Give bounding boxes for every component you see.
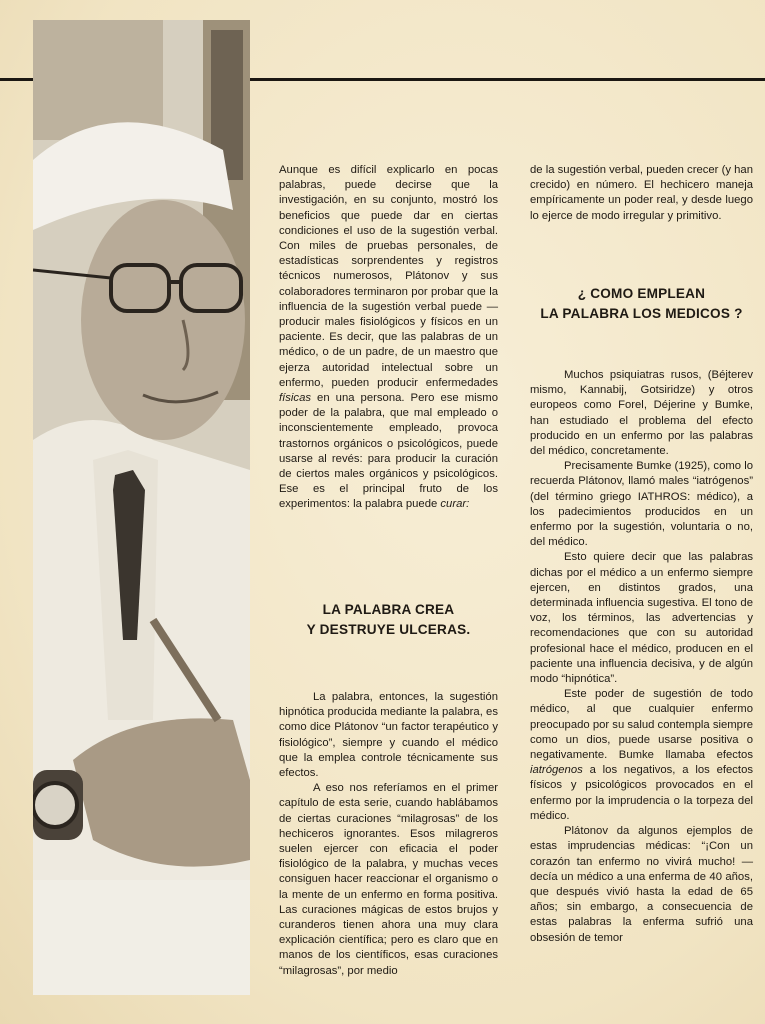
heading-palabra-crea-line2: Y DESTRUYE ULCERAS. — [306, 622, 471, 637]
emphasis-fisicas: físicas — [279, 392, 312, 405]
heading-palabra-crea-line1: LA PALABRA CREA — [322, 602, 455, 617]
paragraph-poder-sugestion-a: Este poder de sugestión de todo médico, al que cualquier enfermo preocupado por su salud contempla siempre como un dios, puede usarse positiva o negativamente. Bumke llamaba efectos — [530, 688, 753, 762]
portrait-illustration — [33, 20, 250, 995]
emphasis-iatrogenos: iatrógenos — [530, 764, 583, 777]
heading-como-emplean-line2: LA PALABRA LOS MEDICOS ? — [540, 306, 743, 321]
paragraph-intro-text-c: en una persona. Pero ese mismo poder de la palabra, que mal empleado o inconscientemente empleado, provoca trastornos orgánicos o psicológicos, puede usarse al revés: para producir la curación de ciertos males orgánicos y psicológicos. Ese es el principal fruto de los experimentos: la palabra puede — [279, 392, 498, 511]
column-right-top — [530, 163, 753, 224]
column-left-bottom — [279, 690, 498, 979]
paragraph-poder-sugestion-c: a los negativos, a los efectos físicos y psicológicos provocados en el enfermo por la imprudencia o la torpeza del médico. — [530, 764, 753, 822]
heading-palabra-crea — [279, 600, 498, 640]
paragraph-intro-text-a: Aunque es difícil explicarlo en pocas palabras, puede decirse que la investigación, en su conjunto, mostró los beneficios que puede dar en ciertas condiciones el uso de la sugestión verbal. Con miles de pruebas personales, de estadísticas sorprendentes y registros técnicos numerosos, Plátonov y sus colaboradores terminaron por probar que la influencia de la sugestión verbal puede —producir males fisiológicos y físicos en un paciente. Es decir, que las palabras de un médico, o de un padre, de un maestro que ejerza autoridad intelectual sobre un enfermo, pueden producir enfermedades — [279, 164, 498, 389]
paragraph-imprudencias: Plátonov da algunos ejemplos de estas imprudencias médicas: “¡Con un corazón tan enfermo no vivirá mucho! —decía un médico a una enferma de 40 años, que después vivió hasta la edad de 65 años; sin embargo, a consecuencia de estas palabras la enferma sufrió una obsesión de temor — [530, 825, 753, 944]
paragraph-hechicero: de la sugestión verbal, pueden crecer (y han crecido) en número. El hechicero maneja empíricamente un poder real, y desde luego lo ejerce de modo irregular y primitivo. — [530, 164, 753, 222]
paragraph-bumke: Precisamente Bumke (1925), como lo recuerda Plátonov, llamó males “iatrógenos” (del término griego IATHROS: médico), a los padecimientos producidos en un enfermo por la sugestión, voluntaria o no, del médico. — [530, 460, 753, 549]
paragraph-psiquiatras: Muchos psiquiatras rusos, (Béjterev mismo, Kannabij, Gotsiridze) y otros europeos como Forel, Déjerine y Bumke, han estudiado el problema del efecto producido en un enfermo por las palabras del médico, concretamente. — [530, 369, 753, 458]
portrait-photo — [33, 20, 250, 995]
paragraph-palabras-medico: Esto quiere decir que las palabras dichas por el médico a un enfermo siempre ejercen, en distintos grados, una determinada influencia sugestiva. El tono de voz, los términos, las advertencias y recomendaciones que con su autoridad profesional hace el médico, producen en el paciente una influencia decisiva, y de algún modo “hipnótica”. — [530, 551, 753, 686]
heading-como-emplean — [530, 284, 753, 324]
paragraph-poder-sugestion — [530, 687, 753, 824]
paragraph-sugestion-hipnotica: La palabra, entonces, la sugestión hipnótica producida mediante la palabra, es como dice Plátonov “un factor terapéutico y fisiológico”, siempre y cuando el médico que la emplea controle técnicamente sus efectos. — [279, 691, 498, 780]
paragraph-milagreros: A eso nos referíamos en el primer capítulo de esta serie, cuando hablábamos de ciertas curaciones “milagrosas” de los hechiceros ignorantes. Esos milagreros suelen ejercer con eficacia el poder fisiológico de la palabra, y muchas veces consiguen hacer reaccionar el organismo o la mente de un enfermo en forma positiva. Las curaciones mágicas de estos brujos y curanderos tienen ahora una muy clara explicación científica; pero es claro que en manos de los científicos, esas curaciones “milagrosas”, por medio — [279, 782, 498, 977]
emphasis-curar: curar: — [440, 498, 470, 511]
heading-como-emplean-line1: ¿ COMO EMPLEAN — [577, 286, 706, 301]
column-left-top — [279, 163, 498, 513]
paragraph-intro — [279, 163, 498, 513]
column-right-bottom — [530, 368, 753, 946]
